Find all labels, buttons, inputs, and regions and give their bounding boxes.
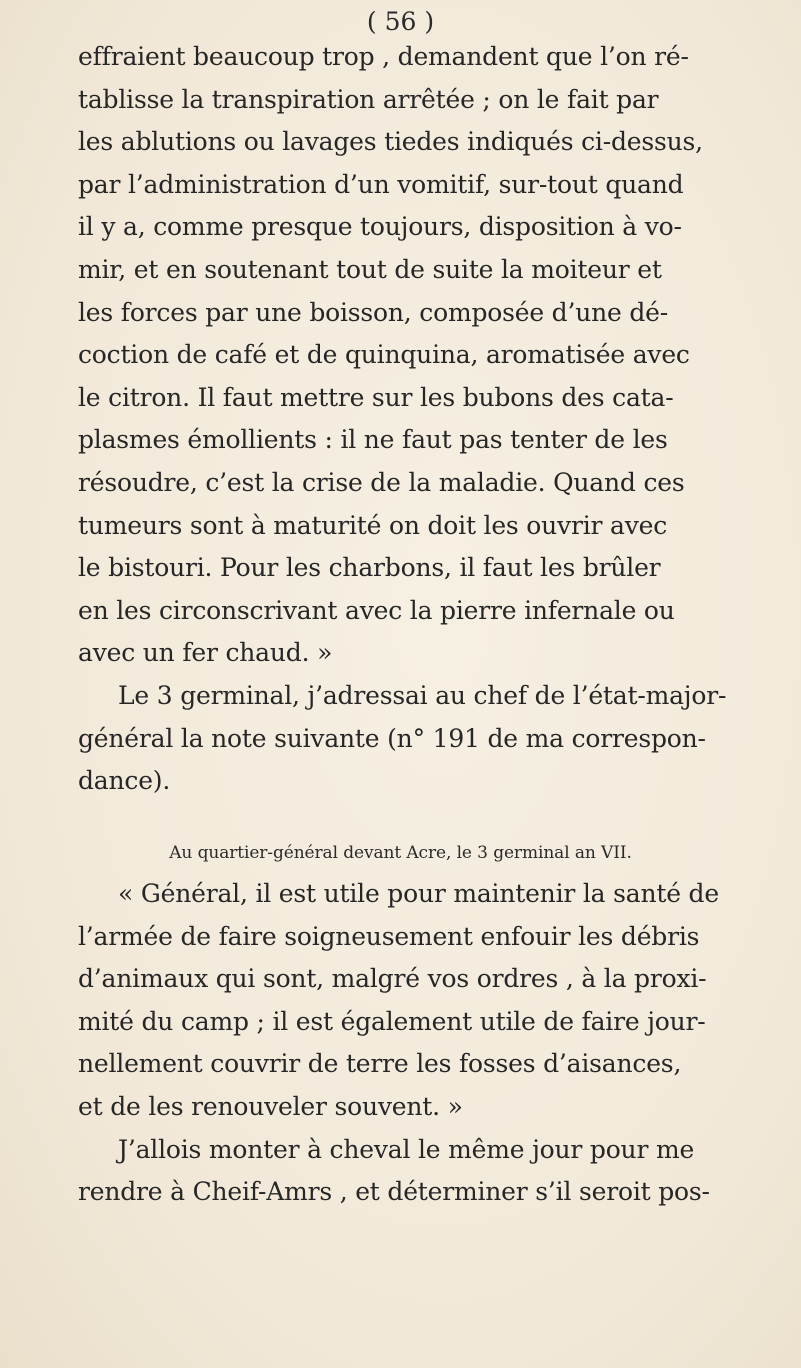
text-line: nellement couvrir de terre les fosses d’aisances, [78,1049,682,1079]
paragraph-1 [78,36,724,675]
text-line: résoudre, c’est la crise de la maladie. Quand ces [78,467,685,497]
text-line: tumeurs sont à maturité on doit les ouvrir avec [78,510,668,540]
text-line: « Général, il est utile pour maintenir la santé de [118,879,719,908]
text-line: coction de café et de quinquina, aromatisée avec [78,340,690,370]
text-line: tablisse la transpiration arrêtée ; on le fait par [78,84,659,114]
text-line: effraient beaucoup trop , demandent que l’on ré- [78,42,689,71]
text-line: l’armée de faire soigneusement enfouir les débris [78,921,700,951]
paragraph-2 [78,675,727,803]
text-line: avec un fer chaud. » [78,638,333,668]
text-line: le bistouri. Pour les charbons, il faut les brûler [78,553,661,583]
text-block-top [78,36,727,803]
paragraph-4 [78,1129,724,1214]
text-line: le citron. Il faut mettre sur les bubons des cata- [78,382,674,412]
text-line: il y a, comme presque toujours, disposition à vo- [78,212,682,242]
text-line: par l’administration d’un vomitif, sur-tout quand [78,169,684,199]
text-line: rendre à Cheif-Amrs , et déterminer s’il seroit pos- [78,1177,710,1207]
text-line: d’animaux qui sont, malgré vos ordres , à la proxi- [78,964,707,994]
text-line: les forces par une boisson, composée d’une dé- [78,297,669,327]
text-line: les ablutions ou lavages tiedes indiqués ci-dessus, [78,127,703,157]
text-line: mir, et en soutenant tout de suite la moiteur et [78,254,662,284]
page-number: ( 56 ) [366,7,435,36]
text-line: dance). [78,766,171,796]
text-line: plasmes émollients : il ne faut pas tenter de les [78,425,668,455]
letter-dateline: Au quartier-général devant Acre, le 3 germinal an VII. [169,843,632,863]
text-block-bottom [78,873,724,1214]
text-line: et de les renouveler souvent. » [78,1091,463,1121]
text-line: mité du camp ; il est également utile de faire jour- [78,1006,706,1036]
text-line: Le 3 germinal, j’adressai au chef de l’état-major- [118,680,727,710]
text-line: en les circonscrivant avec la pierre infernale ou [78,595,675,625]
text-line: général la note suivante (n° 191 de ma correspon- [78,723,706,753]
paragraph-3 [78,873,724,1129]
text-line: J’allois monter à cheval le même jour pour me [118,1134,695,1164]
